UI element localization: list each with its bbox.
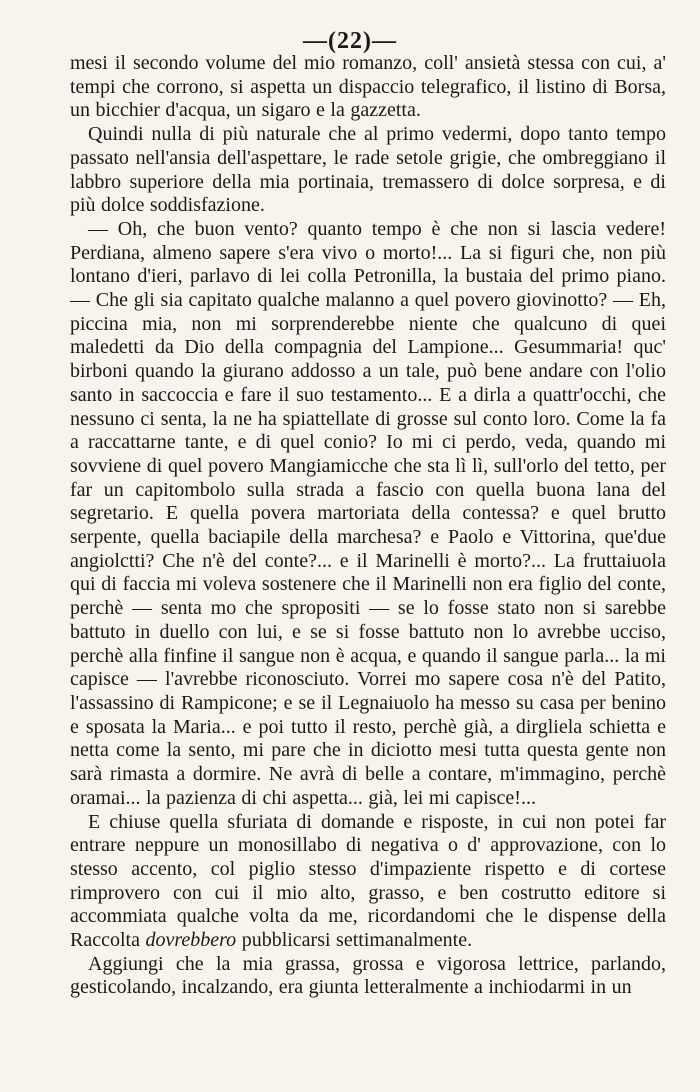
paragraph-lettrice: Aggiungi che la mia grassa, grossa e vigorosa lettrice, parlando, gesticolando, incalzando, era giunta letteralmente a inchiodarmi in un [70, 952, 666, 999]
paragraph-dialogue: — Oh, che buon vento? quanto tempo è che non si lascia vedere! Perdiana, almeno sapere s'era vivo o morto!... La si figuri che, non più lontano d'ieri, parlavo di lei colla Petronilla, la bustaia del primo piano. — Che gli sia capitato qualche malanno a quel povero giovinotto? — Eh, piccina mia, non mi sorprenderebbe niente che qualcuno di quei maledetti da Dio della compagnia del Lampione... Gesummaria! quc' birboni quando la giurano addosso a un tale, può bene andare con l'olio santo in saccoccia e fare il suo testamento... E a dirla a quattr'occhi, che nessuno ci senta, la ne ha spiattellate di grosse sul conto loro. Come la fa a raccattarne tante, e di quel conio? Io mi ci perdo, veda, quando mi sovviene di quel povero Mangiamicche che sta lì lì, sull'orlo del tetto, per far un capitombolo sulla strada a fascio con quella buona lana del segretario. E quella povera martoriata della contessa? e quel brutto serpente, quella baciapile della marchesa? e Paolo e Vittorina, que'due angiolctti? Che n'è del conte?... e il Marinelli è morto?... La fruttaiuola qui di faccia mi voleva sostenere che il Marinelli non era figlio del conte, perchè — senta mo che spropositi — se lo fosse stato non si sarebbe battuto in duello con lui, e se si fosse battuto non lo avrebbe ucciso, perchè alla finfine il sangue non è acqua, e quando il sangue parla... la mi capisce — l'avrebbe riconosciuto. Vorrei mo sapere cosa n'è del Patito, l'assassino di Rampicone; e se il Legnaiuolo ha messo su casa per benino e sposata la Maria... e poi tutto il resto, perchè già, a dirgliela schietta e netta come la sento, mi pare che in diciotto mesi tutta questa gente non sarà rimasta a dormire. Ne avrà di belle a contare, m'immagino, perchè oramai... la pazienza di chi aspetta... già, lei mi capisce!... [70, 217, 666, 809]
page-number: —(22)— [303, 28, 397, 54]
paragraph-portinaia: Quindi nulla di più naturale che al primo vedermi, dopo tanto tempo passato nell'ansia dell'aspettare, le rade setole grigie, che ombreggiano il labbro superiore della mia portinaia, tremassero di dolce sorpresa, e di più dolce soddisfazione. [70, 123, 666, 217]
emphasis-dovrebbero: dovrebbero [145, 929, 237, 952]
paragraph-editor-text-after: pubblicarsi settimanalmente. [236, 929, 473, 952]
paragraph-continued: mesi il secondo volume del mio romanzo, coll' ansietà stessa con cui, a' tempi che corrono, si aspetta un dispaccio telegrafico, il listino di Borsa, un bicchier d'acqua, un sigaro e la gazzetta. [70, 52, 666, 122]
paragraph-editor [70, 811, 666, 953]
page-body [70, 52, 666, 1000]
paragraph-editor-text-before: E chiuse quella sfuriata di domande e risposte, in cui non potei far entrare neppure un monosillabo di negativa o d' approvazione, con lo stesso accento, col piglio stesso d'impaziente rispetto e di cortese rimprovero con cui il mio alto, grasso, e ben costrutto editore si accommiata qualche volta da me, ricordandomi che le dispense della Raccolta [70, 810, 666, 952]
